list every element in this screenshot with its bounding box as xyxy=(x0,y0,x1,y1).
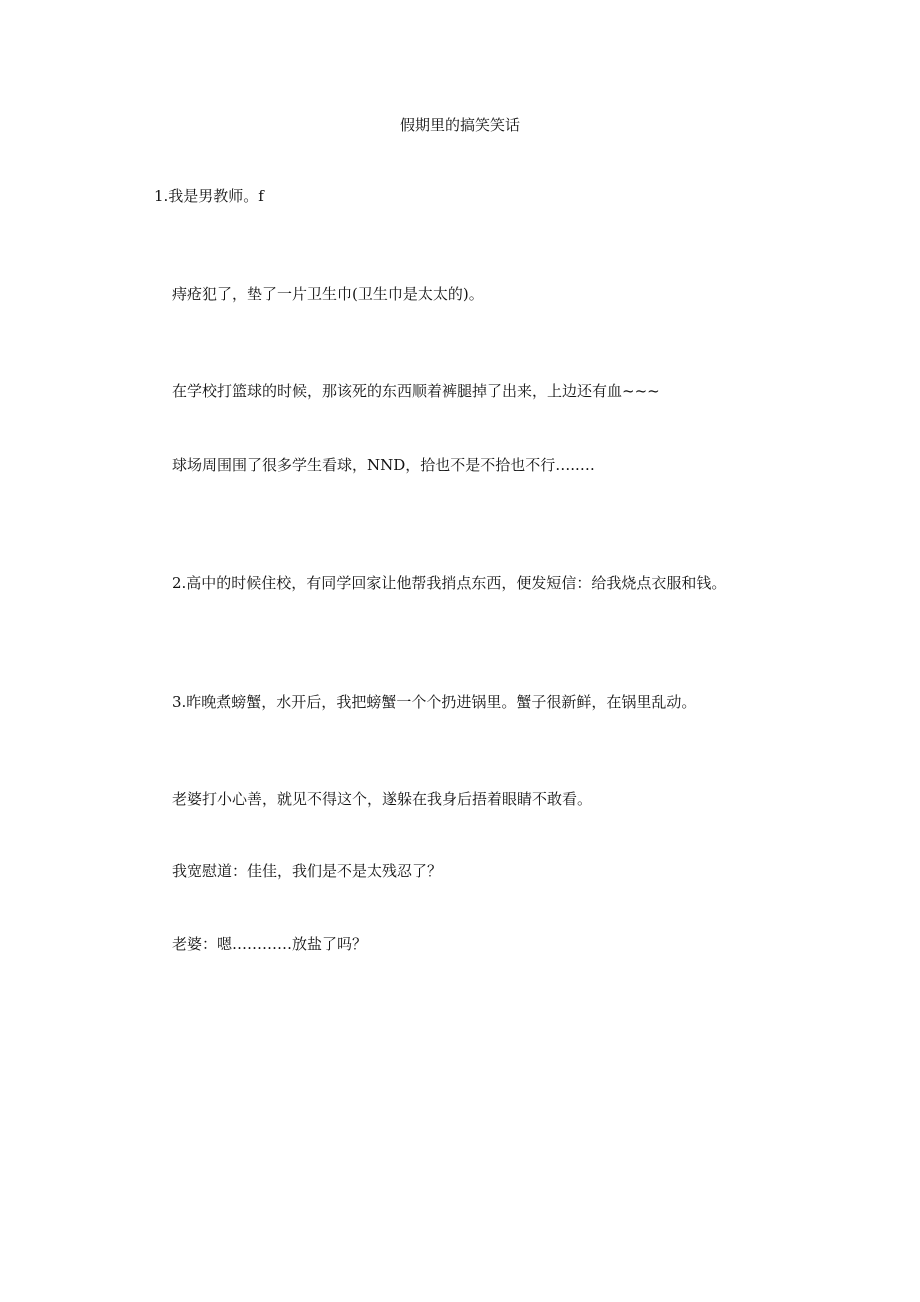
paragraph-9: 老婆：嗯…………放盐了吗？ xyxy=(172,935,368,953)
paragraph-4: 球场周围围了很多学生看球，NND，拾也不是不拾也不行…..… xyxy=(172,456,595,474)
paragraph-2: 痔疮犯了，垫了一片卫生巾(卫生巾是太太的)。 xyxy=(172,285,484,303)
paragraph-3: 在学校打篮球的时候，那该死的东西顺着裤腿掉了出来，上边还有血~~~ xyxy=(172,382,660,400)
paragraph-7: 老婆打小心善，就见不得这个，遂躲在我身后捂着眼睛不敢看。 xyxy=(172,790,593,808)
paragraph-6: 3.昨晚煮螃蟹，水开后，我把螃蟹一个个扔进锅里。蟹子很新鲜，在锅里乱动。 xyxy=(172,693,697,711)
document-title: 假期里的搞笑笑话 xyxy=(399,116,520,134)
paragraph-5: 2.高中的时候住校，有同学回家让他帮我捎点东西，便发短信：给我烧点衣服和钱。 xyxy=(172,574,727,592)
paragraph-8: 我宽慰道：佳佳，我们是不是太残忍了？ xyxy=(172,862,443,880)
paragraph-1: 1.我是男教师。f xyxy=(154,187,264,205)
